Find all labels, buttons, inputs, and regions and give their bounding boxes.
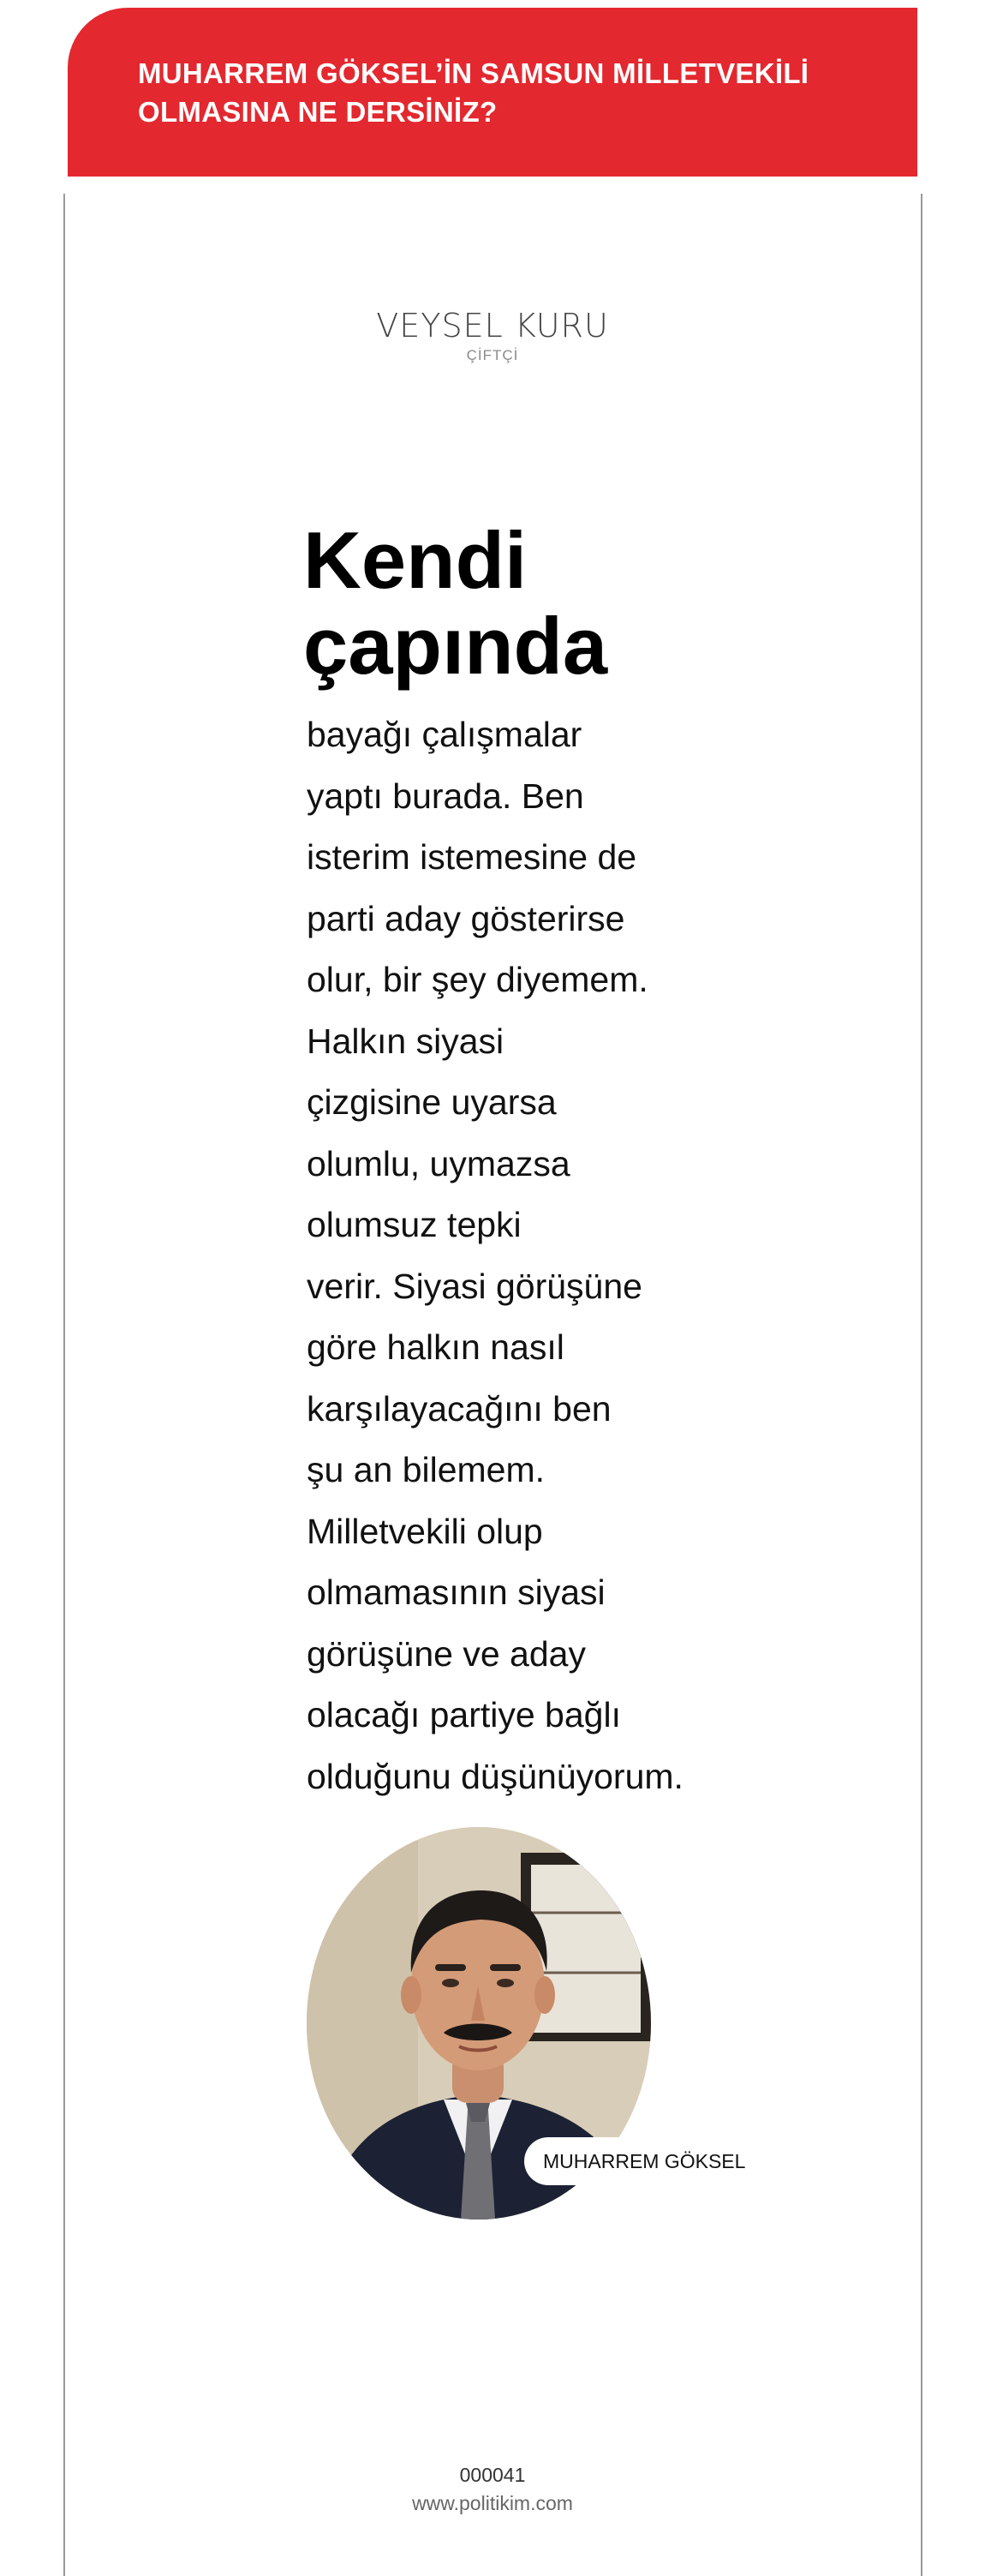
right-divider bbox=[921, 194, 922, 2576]
quote-line: çizgisine uyarsa bbox=[307, 1082, 557, 1122]
quote-line: karşılayacağını ben bbox=[307, 1388, 612, 1429]
quote-line: olduğunu düşünüyorum. bbox=[307, 1756, 684, 1796]
quote-lead-line: Kendi bbox=[303, 515, 528, 605]
title-banner bbox=[68, 8, 917, 177]
quote-line: olmamasının siyasi bbox=[307, 1573, 606, 1612]
quote-line: görüşüne ve aday bbox=[307, 1633, 586, 1674]
footer bbox=[0, 2461, 985, 2518]
quote-line: verir. Siyasi görüşüne bbox=[307, 1266, 642, 1306]
page-code: 000041 bbox=[459, 2464, 526, 2486]
quote-line: göre halkın nasıl bbox=[307, 1327, 564, 1367]
quote-line: Halkın siyasi bbox=[307, 1021, 504, 1061]
quote-lead bbox=[303, 515, 731, 691]
quote-line: parti aday gösterirse bbox=[307, 898, 625, 938]
quote-line: olacağı partiye bağlı bbox=[307, 1695, 621, 1734]
quote-line: olumlu, uymazsa bbox=[307, 1143, 570, 1183]
photo-caption: MUHARREM GÖKSEL bbox=[524, 2137, 766, 2185]
speaker-name: VEYSEL KURU bbox=[376, 307, 609, 344]
quote-lead-line: çapında bbox=[303, 601, 608, 691]
left-divider bbox=[63, 194, 65, 2576]
quote-line: yaptı burada. Ben bbox=[307, 776, 584, 816]
page-title-line-2: OLMASINA NE DERSİNİZ? bbox=[138, 96, 498, 128]
quote-line: bayağı çalışmalar bbox=[307, 715, 582, 754]
quote-body bbox=[307, 704, 735, 1807]
website-url: www.politikim.com bbox=[412, 2492, 573, 2514]
quote-line: isterim istemesine de bbox=[307, 837, 637, 877]
speaker-block bbox=[0, 306, 985, 366]
quote-line: Milletvekili olup bbox=[307, 1511, 543, 1551]
page-title bbox=[138, 54, 892, 131]
page-title-line-1: MUHARREM GÖKSEL’İN SAMSUN MİLLETVEKİLİ bbox=[138, 57, 809, 89]
quote-line: şu an bilemem. bbox=[307, 1450, 546, 1489]
quote-line: olumsuz tepki bbox=[307, 1205, 522, 1244]
quote-line: olur, bir şey diyemem. bbox=[307, 960, 648, 999]
speaker-occupation: ÇİFTÇİ bbox=[466, 347, 519, 363]
